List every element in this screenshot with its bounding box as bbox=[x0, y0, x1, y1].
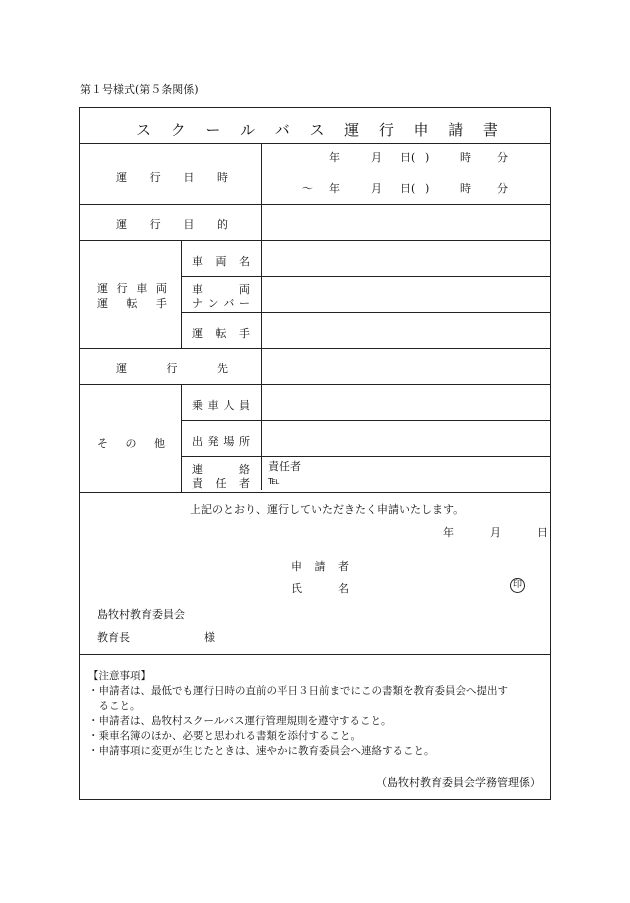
divider bbox=[181, 312, 550, 313]
contact-label-line1: 連 絡 bbox=[192, 463, 250, 476]
purpose-label: 運 行 目 的 bbox=[116, 218, 228, 231]
datetime-line2-hour: 時 bbox=[460, 182, 471, 195]
datetime-line1-day: 日( bbox=[400, 151, 416, 164]
divider bbox=[261, 143, 262, 490]
vehicle-number-label-line2: ナ ン バ ー bbox=[192, 297, 250, 310]
datetime-line1-month: 月 bbox=[371, 151, 382, 164]
datetime-line1-paren: ) bbox=[425, 151, 430, 164]
departure-label: 出 発 場 所 bbox=[192, 435, 250, 448]
contact-label-line2: 責 任 者 bbox=[192, 477, 250, 490]
applicant-label: 申 請 者 bbox=[291, 560, 349, 573]
destination-label: 運 行 先 bbox=[116, 362, 228, 375]
name-label: 氏 名 bbox=[291, 582, 349, 595]
note-item: ・申請者は、島牧村スクールバス運行管理規則を遵守すること。 bbox=[88, 715, 392, 727]
vehicle-group-label-line2: 運 転 手 bbox=[97, 297, 167, 310]
form-number: 第１号様式(第５条関係) bbox=[80, 83, 199, 96]
application-date-year: 年 bbox=[443, 526, 454, 539]
divider bbox=[181, 420, 550, 421]
note-item: ・申請者は、最低でも運行日時の直前の平日３日前までにこの書類を教育委員会へ提出す bbox=[88, 685, 508, 697]
application-form bbox=[79, 107, 551, 800]
application-date-month: 月 bbox=[490, 526, 501, 539]
note-item: ること。 bbox=[88, 700, 141, 712]
divider bbox=[181, 456, 550, 457]
datetime-line2-day: 日( bbox=[400, 182, 416, 195]
form-title: ス ク ー ル バ ス 運 行 申 請 書 bbox=[136, 121, 498, 139]
contact-tel-field[interactable]: ℡ bbox=[268, 474, 280, 487]
vehicle-name-label: 車 両 名 bbox=[192, 255, 250, 268]
divider bbox=[181, 384, 182, 492]
contact-person-field[interactable]: 責任者 bbox=[268, 460, 301, 473]
driver-label: 運 転 手 bbox=[192, 327, 250, 340]
divider bbox=[80, 348, 550, 349]
application-statement: 上記のとおり、運行していただきたく申請いたします。 bbox=[190, 503, 465, 516]
notes-footer: （島牧村教育委員会学務管理係） bbox=[376, 776, 541, 789]
divider bbox=[181, 276, 550, 277]
datetime-line2-minute: 分 bbox=[497, 182, 508, 195]
notes-heading: 【注意事項】 bbox=[88, 670, 151, 682]
datetime-line1-year: 年 bbox=[329, 151, 340, 164]
divider bbox=[80, 143, 550, 144]
vehicle-number-label-line1: 車 両 bbox=[192, 283, 250, 296]
divider bbox=[80, 204, 550, 205]
vehicle-group-label-line1: 運 行 車 両 bbox=[97, 282, 167, 295]
note-item: ・乗車名簿のほか、必要と思われる書類を添付すること。 bbox=[88, 730, 361, 742]
addressee-title: 教育長 bbox=[97, 631, 130, 644]
other-label: そ の 他 bbox=[97, 437, 165, 450]
datetime-line1-minute: 分 bbox=[497, 151, 508, 164]
divider bbox=[80, 654, 550, 655]
notes-section bbox=[88, 669, 508, 759]
datetime-tilde: ～ bbox=[302, 182, 313, 195]
addressee-honorific: 様 bbox=[204, 631, 215, 644]
seal-mark: 印 bbox=[510, 578, 525, 593]
addressee-org: 島牧村教育委員会 bbox=[97, 608, 185, 621]
datetime-label: 運 行 日 時 bbox=[116, 171, 228, 184]
divider bbox=[80, 492, 550, 493]
application-date-day: 日 bbox=[537, 526, 548, 539]
datetime-line2-year: 年 bbox=[329, 182, 340, 195]
divider bbox=[80, 384, 550, 385]
passengers-label: 乗 車 人 員 bbox=[192, 399, 250, 412]
datetime-line1-hour: 時 bbox=[460, 151, 471, 164]
datetime-line2-paren: ) bbox=[425, 182, 430, 195]
note-item: ・申請事項に変更が生じたときは、速やかに教育委員会へ連絡すること。 bbox=[88, 745, 435, 757]
datetime-line2-month: 月 bbox=[371, 182, 382, 195]
divider bbox=[181, 240, 182, 348]
divider bbox=[80, 240, 550, 241]
